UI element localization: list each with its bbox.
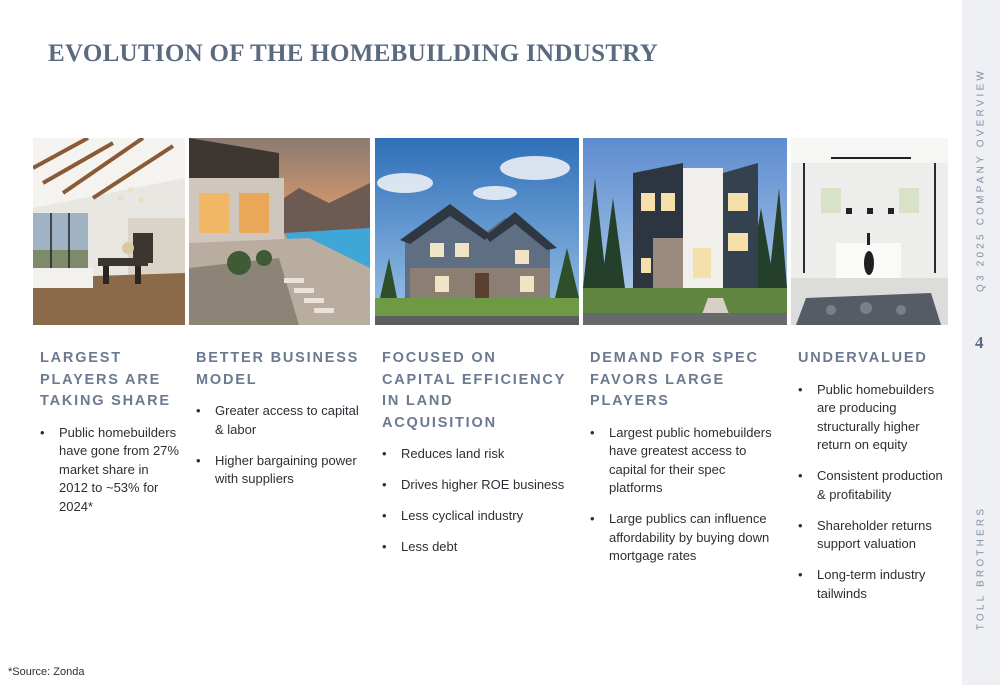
photo-bathroom: [791, 138, 948, 325]
page-title: EVOLUTION OF THE HOMEBUILDING INDUSTRY: [48, 40, 659, 67]
sidebar-report-label: Q3 2025 COMPANY OVERVIEW: [975, 67, 987, 293]
column-heading: UNDERVALUED: [798, 350, 928, 366]
column-heading: BETTER BUSINESS MODEL: [196, 350, 360, 388]
bullet-item: • Largest public homebuilders have greatest access to capital for their spec platforms: [590, 424, 780, 498]
column-heading: FOCUSED ON CAPITAL EFFICIENCY IN LAND ACQUISITION: [382, 350, 566, 431]
sidebar-company-label: TOLL BROTHERS: [975, 505, 987, 631]
column-undervalued: [798, 348, 948, 616]
photo-interior-living-room: [33, 138, 185, 325]
bullet-item: • Public homebuilders have gone from 27% market share in 2012 to ~53% for 2024*: [40, 424, 180, 517]
column-largest-players: [40, 348, 180, 529]
column-demand-for-spec: [590, 348, 780, 578]
photo-modern-homes: [583, 138, 787, 325]
bullet-item: • Consistent production & profitability: [798, 467, 948, 504]
column-heading: LARGEST PLAYERS ARE TAKING SHARE: [40, 350, 171, 409]
photo-outdoor-pool: [189, 138, 370, 325]
column-capital-efficiency: [382, 348, 567, 569]
bullet-item: • Greater access to capital & labor: [196, 402, 361, 439]
bullet-item: • Less cyclical industry: [382, 507, 567, 526]
bullet-item: • Higher bargaining power with suppliers: [196, 452, 361, 489]
bullet-item: • Shareholder returns support valuation: [798, 517, 948, 554]
bullet-item: • Drives higher ROE business: [382, 476, 567, 495]
page-number: 4: [975, 333, 984, 352]
bullet-item: • Public homebuilders are producing structurally higher return on equity: [798, 381, 948, 455]
bullet-item: • Large publics can influence affordability by buying down mortgage rates: [590, 510, 780, 566]
photo-craftsman-house: [375, 138, 579, 325]
bullet-item: • Reduces land risk: [382, 445, 567, 464]
source-footnote: *Source: Zonda: [8, 666, 85, 678]
column-better-business-model: [196, 348, 361, 501]
column-heading: DEMAND FOR SPEC FAVORS LARGE PLAYERS: [590, 350, 759, 409]
bullet-item: • Long-term industry tailwinds: [798, 566, 948, 603]
bullet-item: • Less debt: [382, 538, 567, 557]
